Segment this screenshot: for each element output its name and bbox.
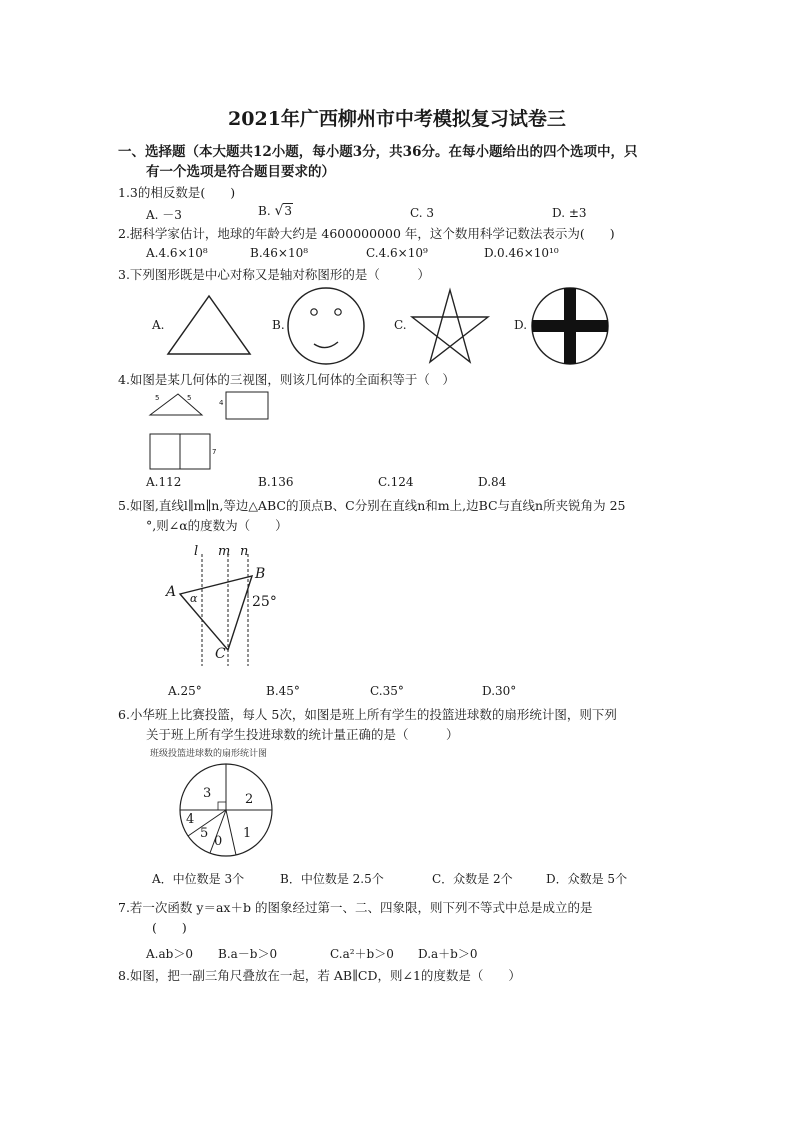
pie-label-2: 2	[245, 792, 254, 807]
q4-option-c: C.124	[378, 475, 414, 489]
q4-option-a: A.112	[146, 475, 182, 489]
q6-option-a: A．中位数是 3个	[152, 872, 245, 886]
q5-option-a: A.25°	[168, 684, 202, 698]
q5-vertex-a: A	[166, 584, 177, 600]
q8-stem: 8.如图，把一副三角尺叠放在一起，若 AB∥CD，则∠1的度数是（ ）	[118, 968, 521, 983]
q6-option-b: B．中位数是 2.5个	[280, 872, 384, 886]
q7-option-c: C.a²＋b＞0	[330, 947, 394, 961]
q5-stem-line1: 5.如图,直线l∥m∥n,等边△ABC的顶点B、C分别在直线n和m上,边BC与直线n所夹锐角为 25	[118, 498, 626, 513]
q6-chart-title: 班级投篮进球数的扇形统计图	[150, 749, 268, 759]
q7-stem-line1: 7.若一次函数 y＝ax＋b 的图象经过第一、二、四象限，则下列不等式中总是成立的是	[118, 900, 593, 915]
q5-angle-label: 25°	[252, 594, 277, 610]
q5-option-d: D.30°	[482, 684, 517, 698]
q3-option-a: A.	[152, 318, 165, 332]
q5-line-label-n: n	[240, 544, 249, 559]
q3-stem: 3.下列图形既是中心对称又是轴对称图形的是（ ）	[118, 267, 430, 282]
pie-label-0: 0	[214, 834, 223, 849]
q2-option-b: B.46×10⁸	[250, 246, 309, 260]
q5-line-label-m: m	[218, 544, 231, 559]
q4-stem: 4.如图是某几何体的三视图，则该几何体的全面积等于（ ）	[118, 372, 455, 387]
q3-option-d: D.	[514, 318, 528, 332]
q7-option-a: A.ab＞0	[146, 947, 193, 961]
triangle-figure	[164, 292, 254, 358]
q5-alpha-label: α	[190, 592, 198, 605]
q5-line-label-l: l	[194, 544, 199, 559]
pie-label-1: 1	[243, 826, 252, 841]
circle-cross-figure	[528, 286, 612, 366]
q7-stem-line2: ( )	[152, 920, 187, 935]
q2-option-d: D.0.46×10¹⁰	[484, 246, 559, 260]
q2-stem: 2.据科学家估计，地球的年龄大约是 4600000000 年，这个数用科学记数法表示为( )	[118, 226, 615, 241]
q4-option-b: B.136	[258, 475, 294, 489]
sqrt-icon: √	[274, 203, 284, 219]
q7-option-b: B.a－b＞0	[218, 947, 278, 961]
q1-option-b-prefix: B.	[258, 204, 271, 218]
q6-option-c: C．众数是 2个	[432, 872, 513, 886]
three-view-figure	[146, 390, 270, 474]
section-heading-line1: 一、选择题（本大题共12小题，每小题3分，共36分。在每小题给出的四个选项中，只	[118, 144, 638, 160]
q5-vertex-b: B	[255, 566, 266, 582]
q2-option-a: A.4.6×10⁸	[146, 246, 208, 260]
page-title: 2021年广西柳州市中考模拟复习试卷三	[228, 108, 566, 130]
q4-label-4: 4	[219, 399, 224, 407]
q7-option-d: D.a＋b＞0	[418, 947, 478, 961]
q4-label-5-right: 5	[187, 394, 192, 402]
q4-label-7: 7	[212, 448, 217, 456]
q1-option-a: A. －3	[146, 208, 182, 222]
pie-label-4: 4	[186, 812, 195, 827]
smiley-face-figure	[284, 286, 368, 366]
q1-stem: 1.3的相反数是( )	[118, 185, 236, 200]
q3-option-c: C.	[394, 318, 407, 332]
q5-vertex-c: C	[215, 646, 226, 662]
q6-stem-line1: 6.小华班上比赛投篮，每人 5次，如图是班上所有学生的投篮进球数的扇形统计图，则下列	[118, 707, 617, 722]
q1-option-c: C. 3	[410, 206, 435, 220]
q1-option-b-radicand: 3	[284, 204, 293, 218]
pie-label-5: 5	[200, 826, 209, 841]
q6-option-d: D．众数是 5个	[546, 872, 628, 886]
q4-label-5-left: 5	[155, 394, 160, 402]
pie-label-3: 3	[203, 786, 212, 801]
q3-option-b: B.	[272, 318, 285, 332]
q1-option-b	[258, 203, 293, 219]
q5-option-c: C.35°	[370, 684, 404, 698]
q4-option-d: D.84	[478, 475, 507, 489]
star-figure	[408, 286, 492, 366]
q5-stem-line2: °,则∠α的度数为（ ）	[146, 518, 288, 533]
section-heading-line2: 有一个选项是符合题目要求的）	[146, 164, 335, 180]
q5-option-b: B.45°	[266, 684, 300, 698]
q1-option-d: D. ±3	[552, 206, 587, 220]
q2-option-c: C.4.6×10⁹	[366, 246, 428, 260]
q6-stem-line2: 关于班上所有学生投进球数的统计量正确的是（ ）	[146, 727, 459, 742]
